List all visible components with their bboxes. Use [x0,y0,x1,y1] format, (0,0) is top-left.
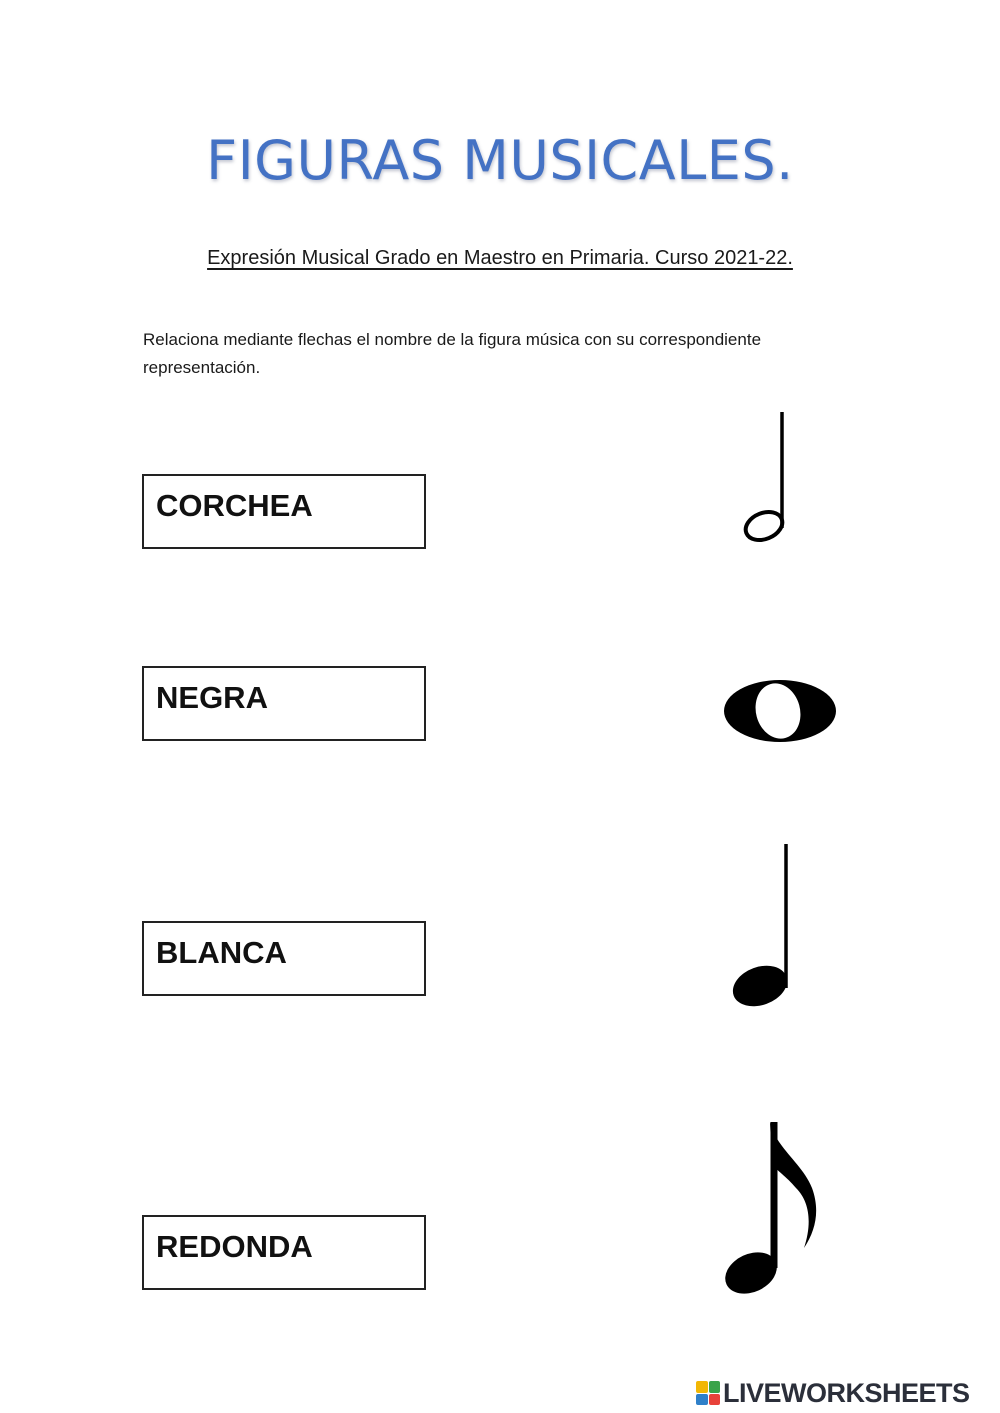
instructions-text: Relaciona mediante flechas el nombre de la figura música con su correspondiente representación. [143,330,762,377]
label-box-redonda[interactable] [142,1215,426,1290]
label-text: CORCHEA [156,488,313,523]
eighth-note-icon[interactable] [720,1118,830,1303]
page-title: FIGURAS MUSICALES. [206,129,794,192]
label-text: BLANCA [156,935,287,970]
whole-note-icon[interactable] [720,676,840,748]
label-box-corchea[interactable] [142,474,426,549]
course-subtitle: Expresión Musical Grado en Maestro en Primaria. Curso 2021-22. [207,247,793,269]
label-box-blanca[interactable] [142,921,426,996]
label-text: REDONDA [156,1229,313,1264]
label-box-negra[interactable] [142,666,426,741]
liveworksheets-logo [696,1376,970,1410]
label-text: NEGRA [156,680,268,715]
half-note-icon[interactable] [735,408,795,548]
quarter-note-icon[interactable] [727,840,797,1015]
liveworksheets-logo-icon [696,1381,720,1405]
watermark-text: LIVEWORKSHEETS [723,1378,970,1408]
